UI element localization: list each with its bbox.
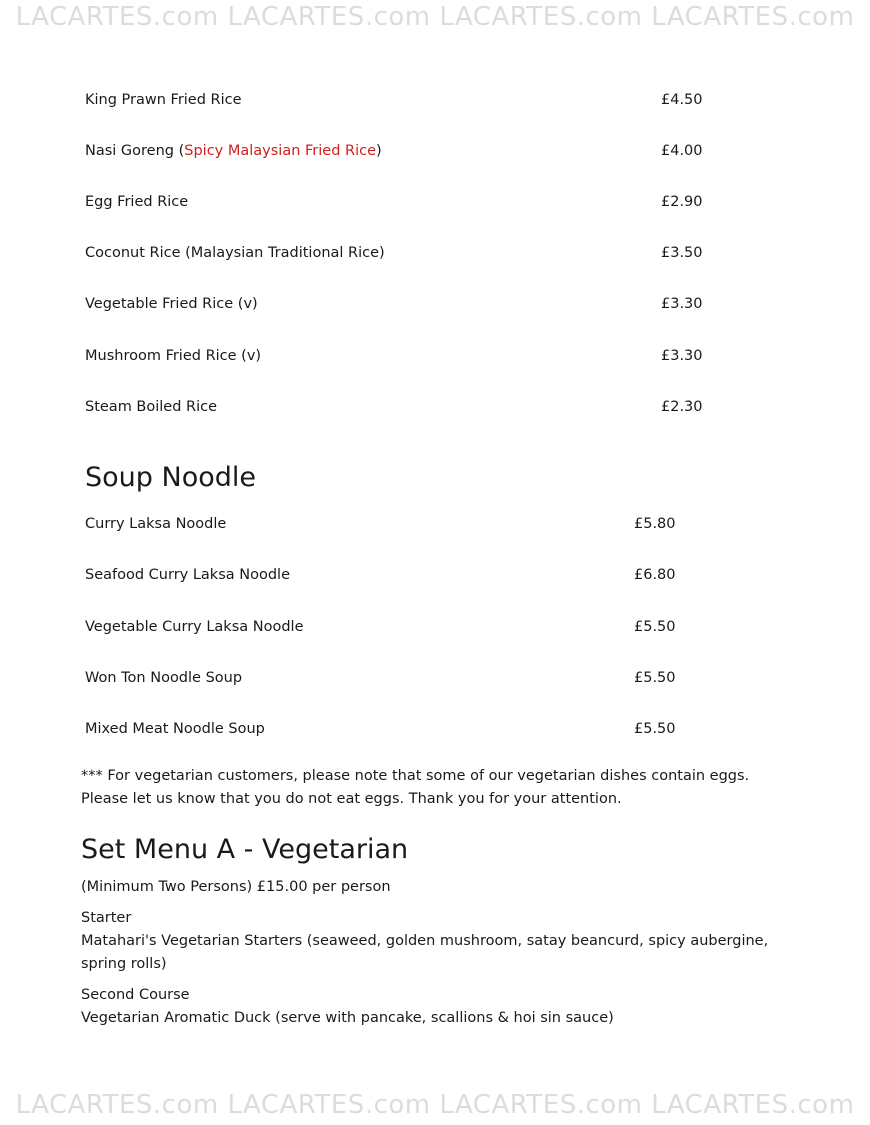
menu-item-name: Steam Boiled Rice <box>85 399 218 415</box>
menu-item-price: £2.90 <box>661 194 703 210</box>
menu-item-name: Won Ton Noodle Soup <box>85 670 243 686</box>
menu-item-price: £6.80 <box>634 567 676 583</box>
menu-item-name: Egg Fried Rice <box>85 194 189 210</box>
menu-item-name: Vegetable Fried Rice (v) <box>85 296 258 312</box>
vegetarian-note-line: *** For vegetarian customers, please note that some of our vegetarian dishes contain eggs. <box>81 768 750 784</box>
course-label-starter: Starter <box>81 910 132 926</box>
menu-item-name: King Prawn Fried Rice <box>85 92 242 108</box>
menu-item-price: £5.50 <box>634 721 676 737</box>
course-description: Matahari's Vegetarian Starters (seaweed, golden mushroom, satay beancurd, spicy aubergine, <box>81 933 769 949</box>
menu-item-name: Coconut Rice (Malaysian Traditional Rice) <box>85 245 385 261</box>
menu-item-price: £2.30 <box>661 399 703 415</box>
course-description: Vegetarian Aromatic Duck (serve with pancake, scallions & hoi sin sauce) <box>81 1010 614 1026</box>
watermark-bottom: LACARTES.com LACARTES.com LACARTES.com LACARTES.com <box>15 1090 855 1120</box>
menu-item-name: Vegetable Curry Laksa Noodle <box>85 619 304 635</box>
menu-item-name: Seafood Curry Laksa Noodle <box>85 567 290 583</box>
watermark-top: LACARTES.com LACARTES.com LACARTES.com LACARTES.com <box>15 2 855 32</box>
menu-item-price: £5.50 <box>634 670 676 686</box>
menu-item-name: Curry Laksa Noodle <box>85 516 227 532</box>
vegetarian-note <box>81 765 781 811</box>
menu-item-price: £3.50 <box>661 245 703 261</box>
menu-item-price: £4.50 <box>661 92 703 108</box>
menu-item-price: £5.80 <box>634 516 676 532</box>
set-menu-price-line: (Minimum Two Persons) £15.00 per person <box>81 879 391 895</box>
menu-item-name: Mixed Meat Noodle Soup <box>85 721 265 737</box>
course-label-second: Second Course <box>81 987 190 1003</box>
course-description: spring rolls) <box>81 956 167 972</box>
menu-item-name <box>85 141 382 161</box>
menu-item-price: £3.30 <box>661 296 703 312</box>
menu-item-name-highlight: Spicy Malaysian Fried Rice <box>184 143 377 159</box>
menu-item-name-suffix: ) <box>376 143 382 159</box>
menu-item-price: £3.30 <box>661 348 703 364</box>
menu-item-price: £5.50 <box>634 619 676 635</box>
menu-item-price: £4.00 <box>661 143 703 159</box>
section-heading-soup-noodle: Soup Noodle <box>85 462 256 493</box>
section-heading-set-menu-a: Set Menu A - Vegetarian <box>81 834 409 865</box>
menu-item-name: Mushroom Fried Rice (v) <box>85 348 262 364</box>
set-menu-starter <box>81 907 781 976</box>
menu-item-name-prefix: Nasi Goreng ( <box>85 143 185 159</box>
set-menu-second-course <box>81 984 781 1030</box>
vegetarian-note-line: Please let us know that you do not eat eggs. Thank you for your attention. <box>81 791 622 807</box>
